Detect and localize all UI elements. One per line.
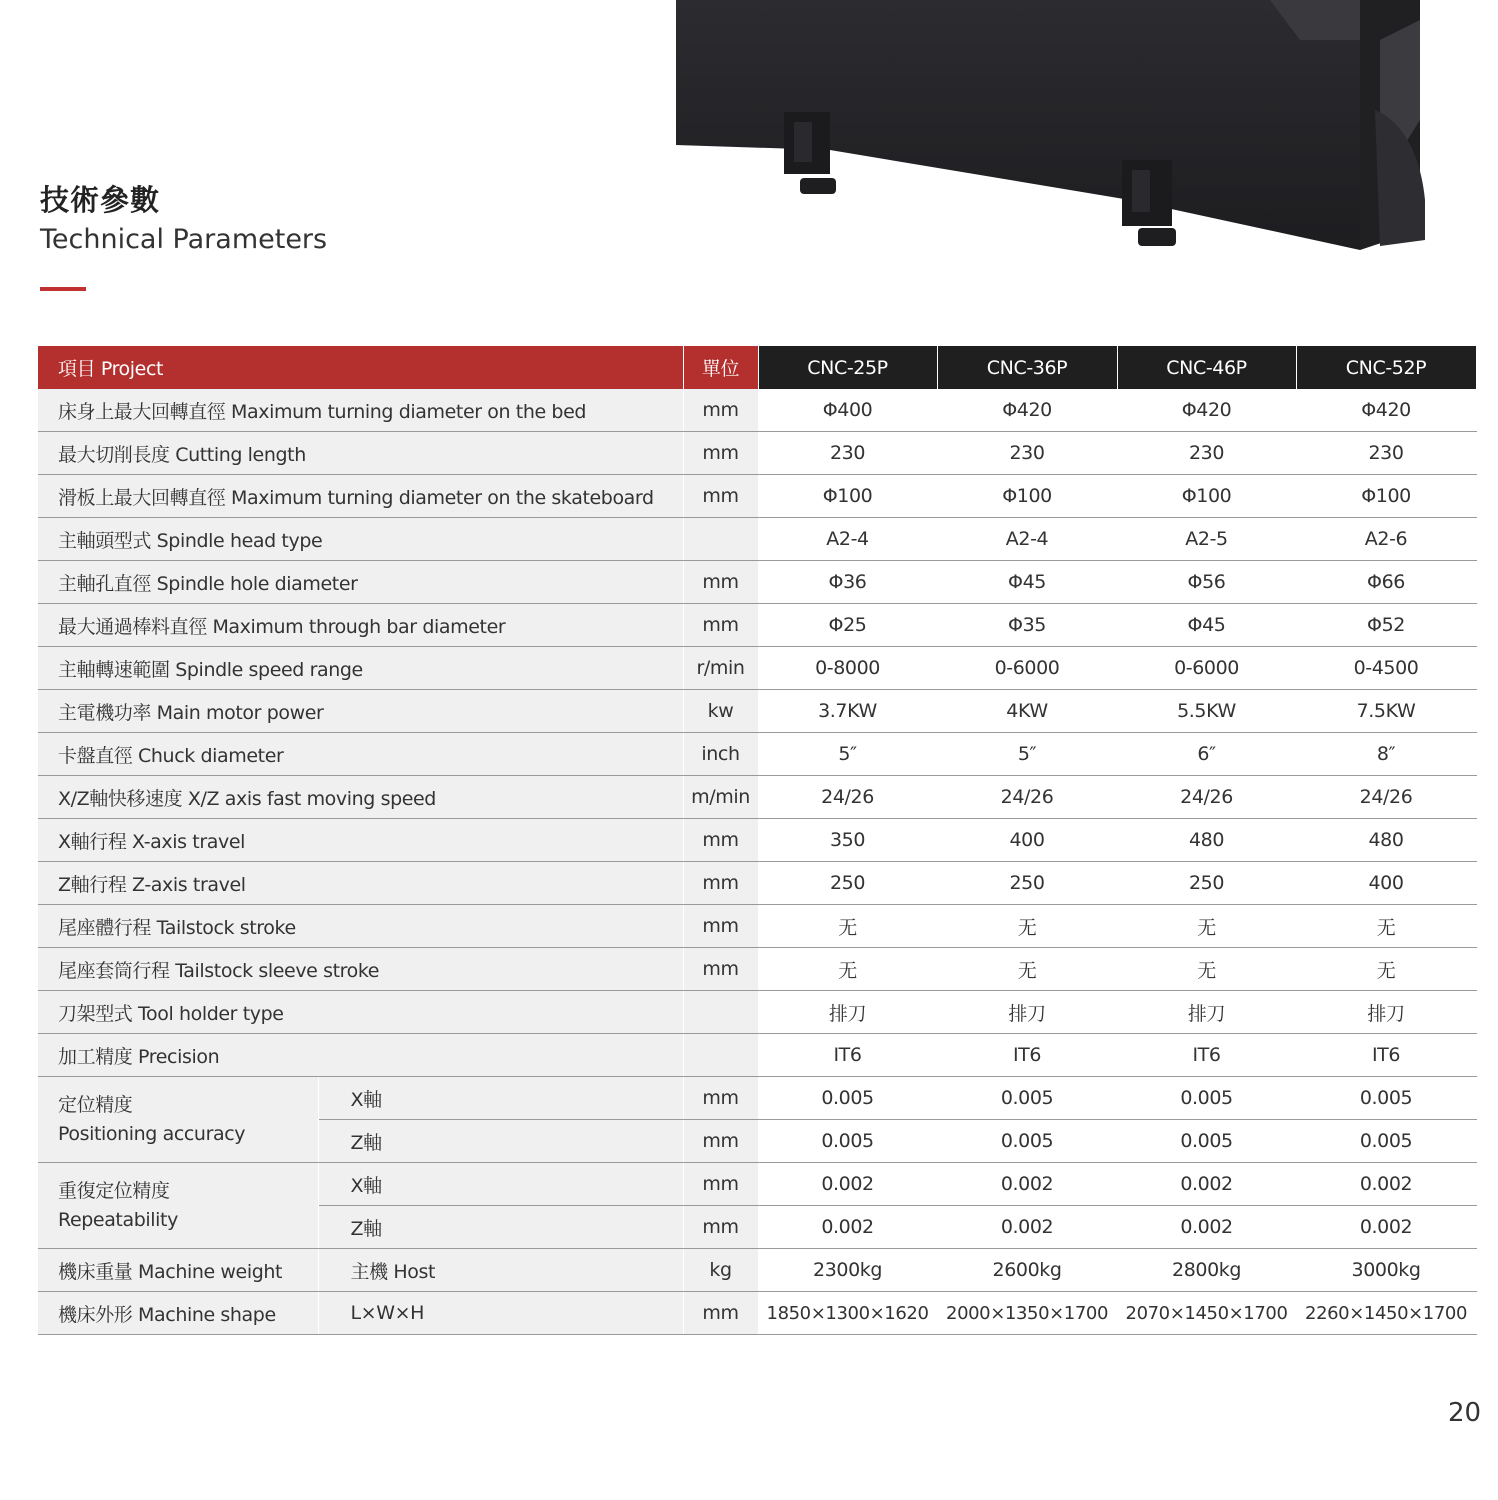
sub-label: X軸 <box>318 1077 683 1120</box>
value-cell: 250 <box>758 862 937 905</box>
unit-cell: mm <box>683 1077 758 1120</box>
value-cell: 480 <box>1117 819 1296 862</box>
table-row <box>38 647 1476 690</box>
unit-cell: mm <box>683 604 758 647</box>
row-label: 機床重量 Machine weight <box>38 1249 318 1292</box>
value-cell: 8″ <box>1296 733 1476 776</box>
spec-table <box>38 346 1477 1335</box>
value-cell: 2300kg <box>758 1249 937 1292</box>
value-cell: 0.005 <box>758 1077 937 1120</box>
value-cell: Φ420 <box>937 389 1117 432</box>
table-row <box>38 561 1476 604</box>
value-cell: IT6 <box>937 1034 1117 1077</box>
value-cell: 2800kg <box>1117 1249 1296 1292</box>
value-cell: 250 <box>937 862 1117 905</box>
table-row <box>38 690 1476 733</box>
table-row <box>38 432 1476 475</box>
value-cell: Φ25 <box>758 604 937 647</box>
row-label: 床身上最大回轉直徑 Maximum turning diameter on the bed <box>38 389 683 432</box>
value-cell: 24/26 <box>937 776 1117 819</box>
unit-cell: mm <box>683 561 758 604</box>
row-label: 主電機功率 Main motor power <box>38 690 683 733</box>
row-label: 加工精度 Precision <box>38 1034 683 1077</box>
positioning-label-cn: 定位精度 <box>58 1093 133 1116</box>
value-cell: 无 <box>758 948 937 991</box>
unit-cell: mm <box>683 1206 758 1249</box>
positioning-label <box>38 1077 318 1163</box>
table-row <box>38 1034 1476 1077</box>
value-cell: Φ66 <box>1296 561 1476 604</box>
heading-accent-rule <box>40 287 86 291</box>
value-cell: 0.002 <box>1117 1163 1296 1206</box>
table-row <box>38 776 1476 819</box>
value-cell: 0.002 <box>758 1206 937 1249</box>
value-cell: 无 <box>1117 948 1296 991</box>
value-cell: 排刀 <box>1117 991 1296 1034</box>
value-cell: 350 <box>758 819 937 862</box>
value-cell: Φ420 <box>1296 389 1476 432</box>
value-cell: 无 <box>758 905 937 948</box>
value-cell: 0.005 <box>1296 1120 1476 1163</box>
row-label: Z軸行程 Z-axis travel <box>38 862 683 905</box>
value-cell: Φ45 <box>937 561 1117 604</box>
value-cell: A2-4 <box>937 518 1117 561</box>
value-cell: A2-6 <box>1296 518 1476 561</box>
value-cell: 250 <box>1117 862 1296 905</box>
value-cell: Φ420 <box>1117 389 1296 432</box>
unit-cell: r/min <box>683 647 758 690</box>
unit-cell: mm <box>683 948 758 991</box>
unit-cell: mm <box>683 432 758 475</box>
table-row <box>38 991 1476 1034</box>
table-row <box>38 1163 1476 1206</box>
value-cell: 2070×1450×1700 <box>1117 1292 1296 1335</box>
model-header: CNC-36P <box>937 346 1117 389</box>
value-cell: 0.005 <box>937 1077 1117 1120</box>
row-label: 滑板上最大回轉直徑 Maximum turning diameter on the skateboard <box>38 475 683 518</box>
unit-cell: inch <box>683 733 758 776</box>
unit-cell: mm <box>683 475 758 518</box>
value-cell: 6″ <box>1117 733 1296 776</box>
value-cell: Φ35 <box>937 604 1117 647</box>
row-label: 主軸頭型式 Spindle head type <box>38 518 683 561</box>
table-header-row <box>38 346 1476 389</box>
unit-cell: mm <box>683 1292 758 1335</box>
row-label: 卡盤直徑 Chuck diameter <box>38 733 683 776</box>
value-cell: 2260×1450×1700 <box>1296 1292 1476 1335</box>
value-cell: 0.002 <box>937 1206 1117 1249</box>
page-number: 20 <box>1448 1398 1482 1428</box>
value-cell: 0.005 <box>1117 1120 1296 1163</box>
unit-cell <box>683 991 758 1034</box>
unit-header: 單位 <box>683 346 758 389</box>
value-cell: 排刀 <box>758 991 937 1034</box>
value-cell: 0-8000 <box>758 647 937 690</box>
unit-cell: mm <box>683 862 758 905</box>
heading-chinese: 技術參數 <box>40 183 161 217</box>
positioning-label-en: Positioning accuracy <box>58 1122 246 1145</box>
table-row <box>38 389 1476 432</box>
unit-cell: mm <box>683 1120 758 1163</box>
sub-label: Z軸 <box>318 1120 683 1163</box>
unit-cell: kg <box>683 1249 758 1292</box>
value-cell: A2-4 <box>758 518 937 561</box>
value-cell: 0.005 <box>937 1120 1117 1163</box>
row-label: 刀架型式 Tool holder type <box>38 991 683 1034</box>
row-label: 機床外形 Machine shape <box>38 1292 318 1335</box>
row-label: 主軸轉速範圍 Spindle speed range <box>38 647 683 690</box>
value-cell: A2-5 <box>1117 518 1296 561</box>
table-row <box>38 948 1476 991</box>
value-cell: 400 <box>937 819 1117 862</box>
value-cell: Φ100 <box>758 475 937 518</box>
value-cell: 230 <box>1117 432 1296 475</box>
value-cell: 无 <box>937 948 1117 991</box>
value-cell: 排刀 <box>1296 991 1476 1034</box>
sub-label: X軸 <box>318 1163 683 1206</box>
value-cell: 230 <box>937 432 1117 475</box>
value-cell: IT6 <box>758 1034 937 1077</box>
value-cell: Φ100 <box>937 475 1117 518</box>
unit-cell <box>683 518 758 561</box>
unit-cell: kw <box>683 690 758 733</box>
table-row <box>38 905 1476 948</box>
value-cell: 0-6000 <box>1117 647 1296 690</box>
value-cell: 0.005 <box>758 1120 937 1163</box>
table-row <box>38 1077 1476 1120</box>
value-cell: 无 <box>937 905 1117 948</box>
value-cell: Φ36 <box>758 561 937 604</box>
row-label: X/Z軸快移速度 X/Z axis fast moving speed <box>38 776 683 819</box>
value-cell: 2000×1350×1700 <box>937 1292 1117 1335</box>
value-cell: 排刀 <box>937 991 1117 1034</box>
value-cell: 1850×1300×1620 <box>758 1292 937 1335</box>
table-row <box>38 819 1476 862</box>
row-label: X軸行程 X-axis travel <box>38 819 683 862</box>
unit-cell <box>683 1034 758 1077</box>
model-header: CNC-46P <box>1117 346 1296 389</box>
value-cell: 400 <box>1296 862 1476 905</box>
heading-english: Technical Parameters <box>40 224 328 255</box>
value-cell: 无 <box>1296 948 1476 991</box>
value-cell: 无 <box>1117 905 1296 948</box>
value-cell: 0.002 <box>1296 1206 1476 1249</box>
value-cell: Φ100 <box>1296 475 1476 518</box>
row-label: 主軸孔直徑 Spindle hole diameter <box>38 561 683 604</box>
value-cell: IT6 <box>1117 1034 1296 1077</box>
value-cell: 无 <box>1296 905 1476 948</box>
value-cell: Φ52 <box>1296 604 1476 647</box>
sub-label: Z軸 <box>318 1206 683 1249</box>
row-label: 最大通過棒料直徑 Maximum through bar diameter <box>38 604 683 647</box>
sub-label: 主機 Host <box>318 1249 683 1292</box>
value-cell: 0.005 <box>1296 1077 1476 1120</box>
value-cell: 230 <box>1296 432 1476 475</box>
value-cell: 4KW <box>937 690 1117 733</box>
value-cell: 5″ <box>758 733 937 776</box>
unit-cell: mm <box>683 905 758 948</box>
value-cell: 0-4500 <box>1296 647 1476 690</box>
value-cell: 3.7KW <box>758 690 937 733</box>
value-cell: Φ56 <box>1117 561 1296 604</box>
value-cell: 0.002 <box>1296 1163 1476 1206</box>
value-cell: Φ100 <box>1117 475 1296 518</box>
unit-cell: mm <box>683 1163 758 1206</box>
value-cell: 3000kg <box>1296 1249 1476 1292</box>
table-row <box>38 733 1476 776</box>
value-cell: 0-6000 <box>937 647 1117 690</box>
value-cell: 230 <box>758 432 937 475</box>
repeatability-label-en: Repeatability <box>58 1208 178 1231</box>
row-label: 最大切削長度 Cutting length <box>38 432 683 475</box>
sub-label: L×W×H <box>318 1292 683 1335</box>
unit-cell: mm <box>683 819 758 862</box>
value-cell: 24/26 <box>758 776 937 819</box>
value-cell: 2600kg <box>937 1249 1117 1292</box>
value-cell: 0.002 <box>937 1163 1117 1206</box>
value-cell: Φ400 <box>758 389 937 432</box>
machine-bed-image <box>660 0 1498 262</box>
table-row <box>38 518 1476 561</box>
value-cell: 0.002 <box>758 1163 937 1206</box>
model-header: CNC-25P <box>758 346 937 389</box>
table-row <box>38 475 1476 518</box>
table-row <box>38 604 1476 647</box>
value-cell: Φ45 <box>1117 604 1296 647</box>
row-label: 尾座體行程 Tailstock stroke <box>38 905 683 948</box>
value-cell: 5″ <box>937 733 1117 776</box>
value-cell: 0.002 <box>1117 1206 1296 1249</box>
project-header: 項目 Project <box>38 346 683 389</box>
model-header: CNC-52P <box>1296 346 1476 389</box>
value-cell: 24/26 <box>1117 776 1296 819</box>
value-cell: 0.005 <box>1117 1077 1296 1120</box>
value-cell: 24/26 <box>1296 776 1476 819</box>
unit-cell: mm <box>683 389 758 432</box>
value-cell: 5.5KW <box>1117 690 1296 733</box>
table-row <box>38 862 1476 905</box>
unit-cell: m/min <box>683 776 758 819</box>
table-row <box>38 1292 1476 1335</box>
value-cell: IT6 <box>1296 1034 1476 1077</box>
value-cell: 7.5KW <box>1296 690 1476 733</box>
value-cell: 480 <box>1296 819 1476 862</box>
table-row <box>38 1249 1476 1292</box>
repeatability-label-cn: 重復定位精度 <box>58 1179 170 1202</box>
repeatability-label <box>38 1163 318 1249</box>
row-label: 尾座套筒行程 Tailstock sleeve stroke <box>38 948 683 991</box>
